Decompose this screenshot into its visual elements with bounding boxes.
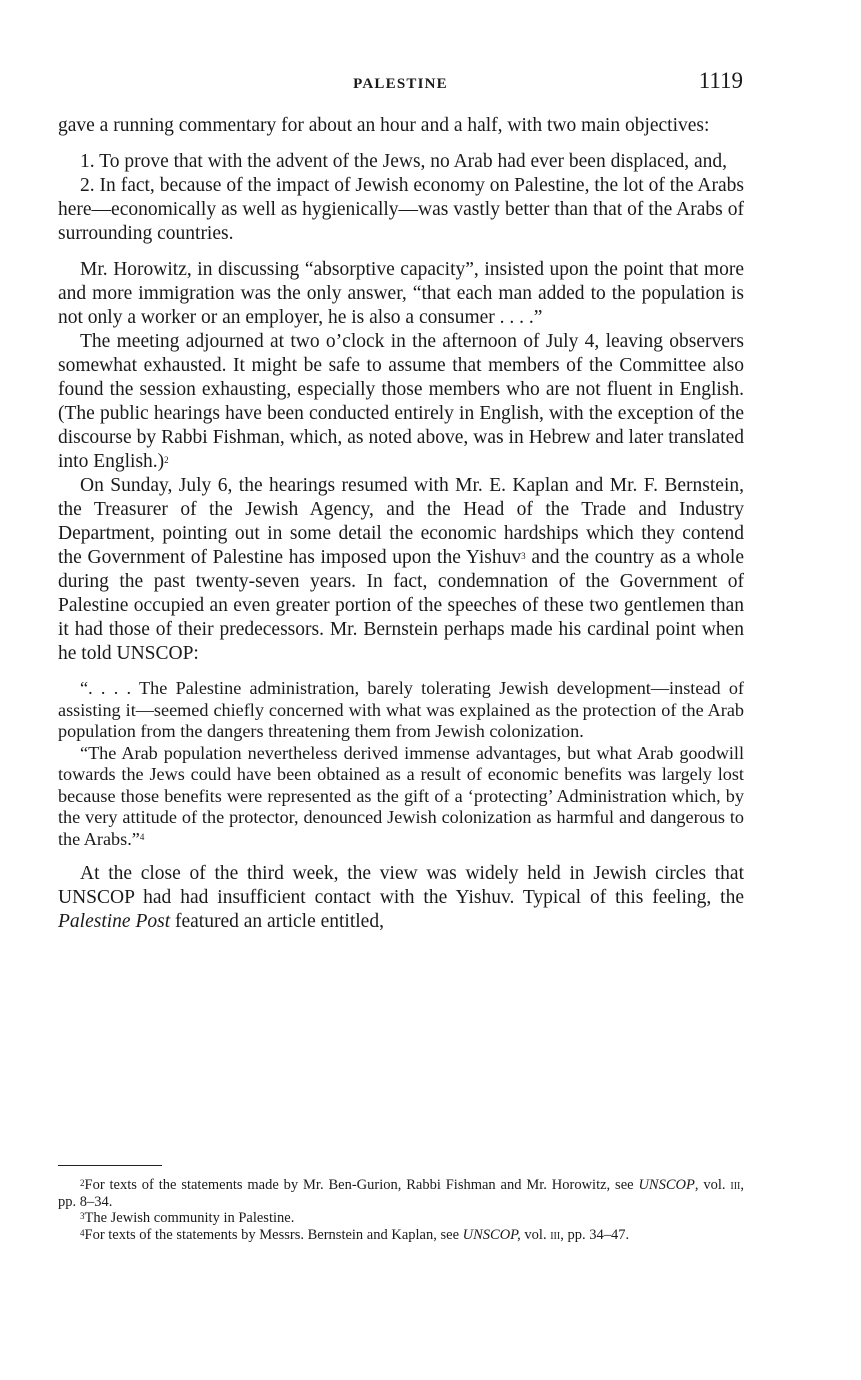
footnote-ref-3: 3	[521, 551, 526, 561]
footnote-4-text: For texts of the statements by Messrs. Bernstein and Kaplan, see	[84, 1226, 463, 1243]
footnote-mark-4: 4	[80, 1227, 85, 1238]
paragraph-hearings-text-a: On Sunday, July 6, the hearings resumed with Mr. E. Kaplan and Mr. F. Bernstein, the Treasurer of the Jewish Agency, and the Head of the Trade and Industry Department, pointing out in some detail the economic hardships which they contend the Government of Palestine has imposed upon the Yishuv	[58, 475, 744, 568]
footnotes	[58, 1177, 744, 1243]
footnote-rule	[58, 1165, 162, 1166]
running-head	[58, 68, 743, 100]
page-number: 1119	[698, 68, 743, 93]
footnote-4-pages: , pp. 34–47.	[560, 1226, 630, 1243]
footnote-2-vol: , vol.	[694, 1177, 731, 1193]
footnote-2-source: UNSCOP	[638, 1177, 695, 1193]
footnote-4	[58, 1227, 744, 1244]
numbered-item-2: 2. In fact, because of the impact of Jewish economy on Palestine, the lot of the Arabs here—economically as well as hygienically—was vastly better than that of the Arabs of surrounding countries.	[58, 175, 744, 244]
footnote-2-text: For texts of the statements made by Mr. Ben-Gurion, Rabbi Fishman and Mr. Horowitz, see	[84, 1177, 639, 1193]
footnote-4-volume-number: iii	[550, 1226, 561, 1243]
footnote-2-pages: , pp. 8–34.	[58, 1177, 744, 1210]
footnote-mark-3: 3	[80, 1211, 85, 1221]
block-quote-1: “. . . . The Palestine administration, barely tolerating Jewish development—instead of assisting it—seemed chiefly concerned with what was explained as the protection of the Arab population from the dangers threatening them from Jewish colonization.	[58, 678, 744, 741]
footnote-2	[58, 1177, 744, 1210]
paragraph-third-week-text-b: featured an article entitled,	[170, 911, 384, 932]
numbered-item-1: 1. To prove that with the advent of the Jews, no Arab had ever been displaced, and,	[80, 151, 728, 172]
palestine-post-title: Palestine Post	[58, 911, 171, 932]
footnote-4-vol: vol.	[520, 1226, 551, 1243]
footnote-mark-2: 2	[80, 1178, 85, 1188]
footnote-3	[58, 1210, 744, 1227]
running-title: PALESTINE	[353, 76, 448, 92]
footnote-ref-2: 2	[164, 455, 169, 465]
footnote-2-volume-number: iii	[730, 1177, 741, 1193]
paragraph-hearings-text-b: and the country as a whole during the past twenty-seven years. In fact, condemnation of the Government of Palestine occupied an even greater portion of the speeches of these two gentlemen than it had those of their predecessors. Mr. Bernstein perhaps made his cardinal point when he told UNSCOP:	[58, 547, 744, 664]
paragraph-meeting-adjourned-text: The meeting adjourned at two o’clock in the afternoon of July 4, leaving observers somewhat exhausted. It might be safe to assume that members of the Committee also found the session exhausting, especially those members who are not fluent in English. (The public hearings have been conducted entirely in English, with the exception of the discourse by Rabbi Fishman, which, as noted above, was in Hebrew and later translated into English.)	[58, 331, 744, 472]
footnote-4-source: UNSCOP,	[462, 1226, 521, 1243]
paragraph-meeting-adjourned	[58, 330, 744, 474]
footnote-ref-4: 4	[139, 831, 145, 842]
paragraph-hearings-resumed	[58, 474, 744, 666]
paragraph-horowitz: Mr. Horowitz, in discussing “absorptive capacity”, insisted upon the point that more and more immigration was the only answer, “that each man added to the population is not only a worker or an employer, he is also a consumer . . . .”	[58, 259, 744, 328]
paragraph-third-week	[58, 862, 744, 934]
paragraph-continuation: gave a running commentary for about an hour and a half, with two main objectives:	[58, 115, 710, 136]
block-quote-2-text: “The Arab population nevertheless derived immense advantages, but what Arab goodwill towards the Jews could have been obtained as a result of economic benefits was largely lost because those benefits were represented as the gift of a ‘protecting’ Administration which, by the very attitude of the protector, denounced Jewish colonization as harmful and dangerous to the Arabs.”	[58, 742, 744, 849]
block-quote-2	[58, 743, 744, 851]
footnote-3-text: The Jewish community in Palestine.	[84, 1210, 295, 1226]
body-text	[58, 114, 744, 934]
paragraph-third-week-text-a: At the close of the third week, the view was widely held in Jewish circles that UNSCOP had had insufficient contact with the Yishuv. Typical of this feeling, the	[58, 863, 744, 908]
